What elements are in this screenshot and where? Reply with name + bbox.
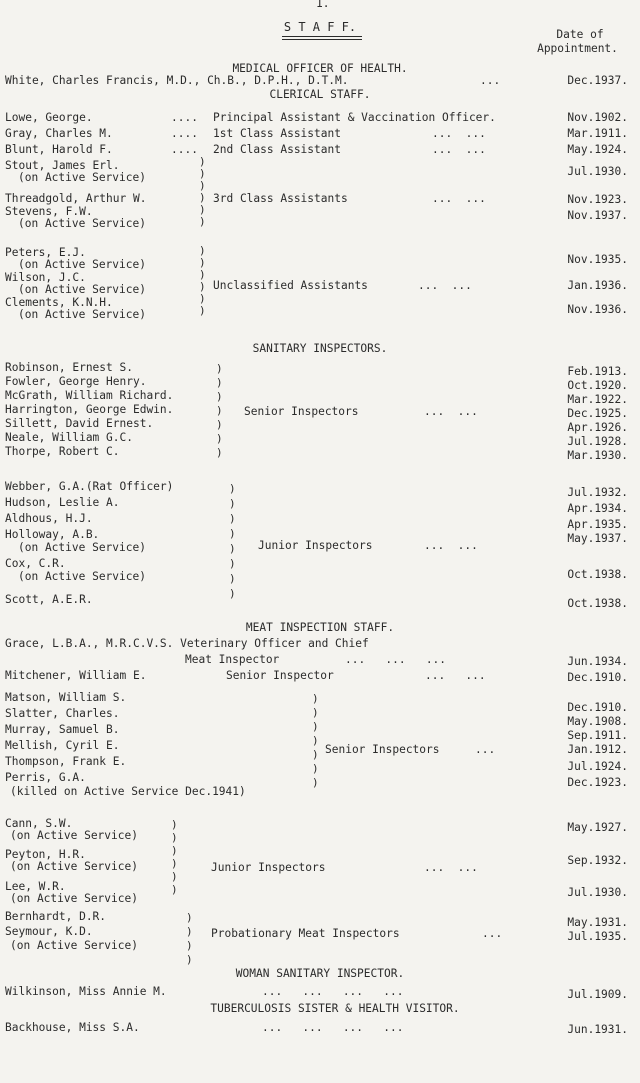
senior-meat-date: Dec.1923. bbox=[567, 776, 628, 789]
senior-sanitary-date: Dec.1925. bbox=[567, 407, 628, 420]
bracket: ) ) ) ) bbox=[186, 911, 193, 966]
senior-sanitary-name: McGrath, William Richard. bbox=[5, 389, 174, 402]
senior-meat-name: Slatter, Charles. bbox=[5, 707, 120, 720]
bracket: ) ) ) ) ) ) bbox=[199, 155, 206, 228]
meat-senior-role: Senior Inspector bbox=[226, 669, 334, 682]
section-woman: WOMAN SANITARY INSPECTOR. bbox=[235, 967, 405, 980]
third-class-date: Nov.1937. bbox=[567, 209, 628, 222]
woman-date: Jul.1909. bbox=[567, 988, 628, 1001]
senior-meat-name: (killed on Active Service Dec.1941) bbox=[10, 785, 246, 798]
senior-meat-role: Senior Inspectors bbox=[325, 743, 440, 756]
title-underline-1 bbox=[282, 36, 362, 37]
junior-sanitary-date: Jul.1932. bbox=[567, 486, 628, 499]
senior-sanitary-name: Robinson, Ernest S. bbox=[5, 361, 133, 374]
section-meat: MEAT INSPECTION STAFF. bbox=[245, 621, 395, 634]
third-class-role: 3rd Class Assistants bbox=[213, 192, 348, 205]
unclassified-date: Nov.1936. bbox=[567, 303, 628, 316]
junior-meat-name: (on Active Service) bbox=[10, 860, 138, 873]
senior-meat-name: Perris, G.A. bbox=[5, 771, 86, 784]
section-moh: MEDICAL OFFICER OF HEALTH. bbox=[232, 62, 408, 75]
senior-meat-role-dots: ... bbox=[475, 743, 496, 756]
probationary-name: Bernhardt, D.R. bbox=[5, 910, 107, 923]
junior-meat-role-dots: ... ... bbox=[424, 861, 478, 874]
meat-chief-date: Jun.1934. bbox=[567, 655, 628, 668]
unclassified-name: (on Active Service) bbox=[18, 283, 146, 296]
junior-meat-date: Jul.1930. bbox=[567, 886, 628, 899]
third-class-role-dots: ... ... bbox=[432, 192, 486, 205]
unclassified-name: Wilson, J.C. bbox=[5, 271, 86, 284]
junior-sanitary-date: Oct.1938. bbox=[567, 568, 628, 581]
probationary-name: (on Active Service) bbox=[10, 939, 138, 952]
third-class-name: Threadgold, Arthur W. bbox=[5, 192, 147, 205]
unclassified-name: (on Active Service) bbox=[18, 308, 146, 321]
senior-meat-date: Sep.1911. bbox=[567, 729, 628, 742]
senior-sanitary-date: Jul.1928. bbox=[567, 435, 628, 448]
moh-dots: ... bbox=[480, 74, 501, 87]
junior-sanitary-name: Hudson, Leslie A. bbox=[5, 496, 120, 509]
clerical-role: 1st Class Assistant bbox=[213, 127, 341, 140]
tb-name: Backhouse, Miss S.A. bbox=[5, 1021, 140, 1034]
third-class-date: Nov.1923. bbox=[567, 193, 628, 206]
unclassified-name: (on Active Service) bbox=[18, 258, 146, 271]
meat-chief-name: Meat Inspector bbox=[185, 653, 280, 666]
junior-sanitary-name: (on Active Service) bbox=[18, 541, 146, 554]
senior-sanitary-date: Mar.1922. bbox=[567, 393, 628, 406]
unclassified-role-dots: ... ... bbox=[418, 279, 472, 292]
third-class-date: Jul.1930. bbox=[567, 165, 628, 178]
probationary-role-dots: ... bbox=[482, 927, 503, 940]
title-underline-2 bbox=[282, 39, 362, 40]
junior-sanitary-date: Apr.1934. bbox=[567, 502, 628, 515]
senior-sanitary-name: Harrington, George Edwin. bbox=[5, 403, 174, 416]
senior-meat-date: Jul.1924. bbox=[567, 760, 628, 773]
clerical-name: Lowe, George. bbox=[5, 111, 93, 124]
section-clerical: CLERICAL STAFF. bbox=[269, 88, 371, 101]
junior-meat-name: Cann, S.W. bbox=[5, 817, 73, 830]
probationary-role: Probationary Meat Inspectors bbox=[211, 927, 400, 940]
junior-sanitary-name: Holloway, A.B. bbox=[5, 528, 100, 541]
woman-dots: ... ... ... ... bbox=[262, 985, 404, 998]
junior-meat-name: (on Active Service) bbox=[10, 892, 138, 905]
meat-chief-dots: ... ... ... bbox=[345, 653, 447, 666]
junior-meat-name: (on Active Service) bbox=[10, 829, 138, 842]
probationary-date: Jul.1935. bbox=[567, 930, 628, 943]
clerical-name: Blunt, Harold F. bbox=[5, 143, 113, 156]
senior-meat-date: Dec.1910. bbox=[567, 701, 628, 714]
clerical-role-dots: ... ... bbox=[432, 127, 486, 140]
senior-sanitary-name: Neale, William G.C. bbox=[5, 431, 133, 444]
junior-sanitary-name: Aldhous, H.J. bbox=[5, 512, 93, 525]
meat-chief-name: Grace, L.B.A., M.R.C.V.S. Veterinary Officer and Chief bbox=[5, 637, 369, 650]
bracket: ) ) ) ) ) ) bbox=[199, 244, 206, 317]
third-class-name: (on Active Service) bbox=[18, 217, 146, 230]
senior-meat-name: Matson, William S. bbox=[5, 691, 127, 704]
third-class-name: Stout, James Erl. bbox=[5, 159, 120, 172]
date-header-line-1: Date of bbox=[556, 28, 604, 41]
junior-sanitary-name: Webber, G.A.(Rat Officer) bbox=[5, 480, 174, 493]
third-class-name: Stevens, F.W. bbox=[5, 205, 93, 218]
senior-meat-name: Mellish, Cyril E. bbox=[5, 739, 120, 752]
probationary-date: May.1931. bbox=[567, 916, 628, 929]
junior-meat-name: Lee, W.R. bbox=[5, 880, 66, 893]
senior-meat-date: May.1908. bbox=[567, 715, 628, 728]
third-class-name: (on Active Service) bbox=[18, 171, 146, 184]
clerical-role-dots: ... ... bbox=[432, 143, 486, 156]
date-header-line-2: Appointment. bbox=[537, 42, 618, 55]
senior-sanitary-date: Mar.1930. bbox=[567, 449, 628, 462]
senior-meat-date: Jan.1912. bbox=[567, 743, 628, 756]
clerical-dots: .... bbox=[171, 143, 198, 156]
clerical-role: 2nd Class Assistant bbox=[213, 143, 341, 156]
junior-sanitary-name: (on Active Service) bbox=[18, 570, 146, 583]
clerical-date: Nov.1902. bbox=[567, 111, 628, 124]
page-title: S T A F F. bbox=[283, 20, 357, 34]
woman-name: Wilkinson, Miss Annie M. bbox=[5, 985, 167, 998]
junior-sanitary-role-dots: ... ... bbox=[424, 539, 478, 552]
senior-sanitary-role: Senior Inspectors bbox=[244, 405, 359, 418]
senior-sanitary-date: Oct.1920. bbox=[567, 379, 628, 392]
senior-sanitary-name: Sillett, David Ernest. bbox=[5, 417, 154, 430]
clerical-role: Principal Assistant & Vaccination Officer. bbox=[213, 111, 496, 124]
unclassified-date: Nov.1935. bbox=[567, 253, 628, 266]
moh-date: Dec.1937. bbox=[567, 74, 628, 87]
unclassified-date: Jan.1936. bbox=[567, 279, 628, 292]
junior-sanitary-name: Scott, A.E.R. bbox=[5, 593, 93, 606]
clerical-date: Mar.1911. bbox=[567, 127, 628, 140]
junior-sanitary-role: Junior Inspectors bbox=[258, 539, 373, 552]
junior-sanitary-date: May.1937. bbox=[567, 532, 628, 545]
page-number: 1. bbox=[316, 0, 330, 10]
senior-meat-name: Thompson, Frank E. bbox=[5, 755, 127, 768]
junior-meat-date: May.1927. bbox=[567, 821, 628, 834]
senior-sanitary-name: Thorpe, Robert C. bbox=[5, 445, 120, 458]
junior-meat-role: Junior Inspectors bbox=[211, 861, 326, 874]
senior-sanitary-date: Apr.1926. bbox=[567, 421, 628, 434]
bracket: ) ) ) ) ) ) ) ) bbox=[229, 482, 236, 600]
junior-meat-date: Sep.1932. bbox=[567, 854, 628, 867]
section-tb: TUBERCULOSIS SISTER & HEALTH VISITOR. bbox=[210, 1002, 460, 1015]
junior-sanitary-date: Oct.1938. bbox=[567, 597, 628, 610]
senior-sanitary-name: Fowler, George Henry. bbox=[5, 375, 147, 388]
clerical-dots: .... bbox=[171, 127, 198, 140]
moh-name: White, Charles Francis, M.D., Ch.B., D.P.H., D.T.M. bbox=[5, 74, 349, 87]
junior-meat-name: Peyton, H.R. bbox=[5, 848, 86, 861]
unclassified-name: Clements, K.N.H. bbox=[5, 296, 113, 309]
meat-senior-date: Dec.1910. bbox=[567, 671, 628, 684]
bracket: ) ) ) ) ) ) ) bbox=[312, 692, 319, 789]
junior-sanitary-date: Apr.1935. bbox=[567, 518, 628, 531]
bracket: ) ) ) ) ) ) ) bbox=[216, 362, 223, 459]
section-sanitary: SANITARY INSPECTORS. bbox=[252, 342, 388, 355]
senior-sanitary-role-dots: ... ... bbox=[424, 405, 478, 418]
tb-dots: ... ... ... ... bbox=[262, 1021, 404, 1034]
senior-meat-name: Murray, Samuel B. bbox=[5, 723, 120, 736]
unclassified-name: Peters, E.J. bbox=[5, 246, 86, 259]
clerical-date: May.1924. bbox=[567, 143, 628, 156]
senior-sanitary-date: Feb.1913. bbox=[567, 365, 628, 378]
clerical-dots: .... bbox=[171, 111, 198, 124]
bracket: ) ) ) ) ) ) bbox=[171, 818, 178, 896]
meat-senior-name: Mitchener, William E. bbox=[5, 669, 147, 682]
clerical-name: Gray, Charles M. bbox=[5, 127, 113, 140]
junior-sanitary-name: Cox, C.R. bbox=[5, 557, 66, 570]
meat-senior-dots: ... ... bbox=[425, 669, 486, 682]
tb-date: Jun.1931. bbox=[567, 1023, 628, 1036]
probationary-name: Seymour, K.D. bbox=[5, 925, 93, 938]
unclassified-role: Unclassified Assistants bbox=[213, 279, 368, 292]
